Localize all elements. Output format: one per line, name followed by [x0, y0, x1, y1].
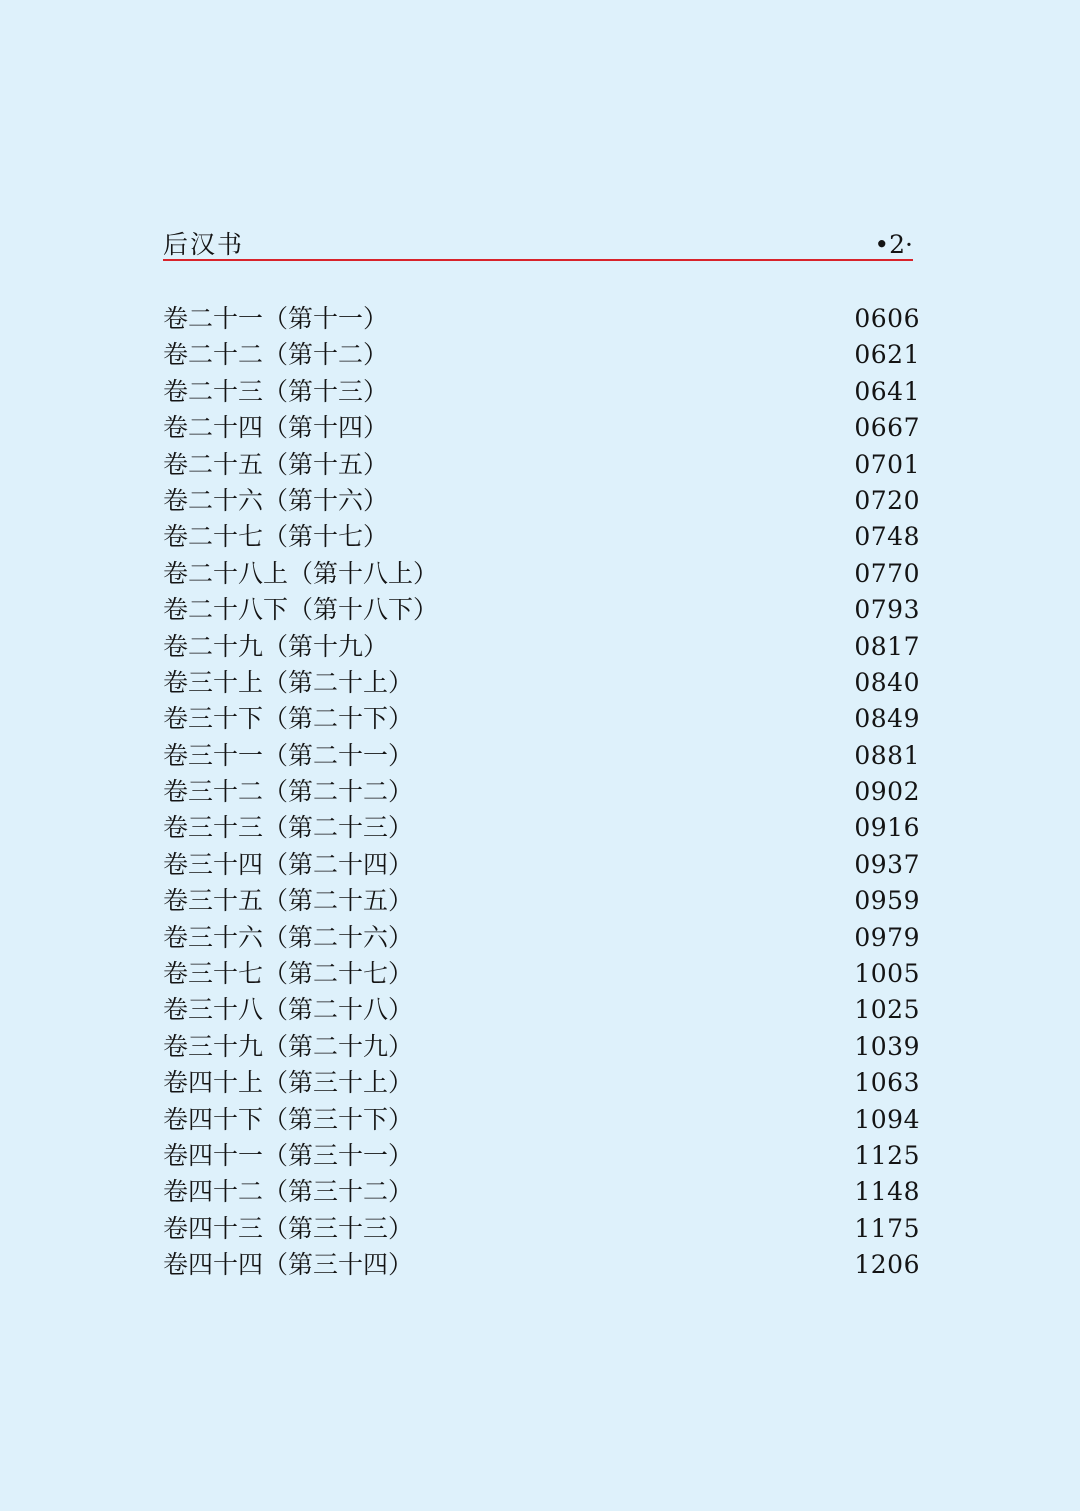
toc-entry[interactable]	[163, 810, 920, 846]
toc-entry-label: 卷三十下（第二十下）	[163, 704, 414, 734]
toc-entry-page: 1206	[854, 1250, 920, 1280]
toc-entry-page: 0881	[854, 740, 920, 770]
toc-entry-page: 0979	[854, 922, 920, 952]
toc-entry[interactable]	[163, 301, 920, 337]
toc-entry-label: 卷三十三（第二十三）	[163, 813, 414, 843]
toc-entry-label: 卷二十四（第十四）	[163, 413, 389, 443]
toc-entry-page: 0641	[854, 376, 920, 406]
toc-entry[interactable]	[163, 665, 920, 701]
toc-entry-label: 卷三十五（第二十五）	[163, 886, 414, 916]
book-title: 后汉书	[163, 230, 245, 259]
page-header	[163, 228, 913, 262]
toc-entry[interactable]	[163, 337, 920, 373]
toc-entry-label: 卷四十四（第三十四）	[163, 1250, 414, 1280]
toc-entry-label: 卷二十六（第十六）	[163, 485, 389, 515]
toc-entry-page: 0606	[854, 304, 920, 333]
toc-entry-label: 卷四十二（第三十二）	[163, 1177, 414, 1207]
toc-entry-page: 1148	[854, 1177, 920, 1207]
toc-entry-label: 卷三十八（第二十八）	[163, 995, 414, 1025]
toc-entry[interactable]	[163, 410, 920, 446]
header-divider	[163, 259, 913, 261]
toc-entry[interactable]	[163, 1065, 920, 1101]
toc-entry[interactable]	[163, 847, 920, 883]
toc-entry-page: 0840	[854, 667, 920, 697]
toc-entry[interactable]	[163, 774, 920, 810]
toc-entry-page: 1025	[854, 995, 920, 1025]
toc-entry-label: 卷二十七（第十七）	[163, 522, 389, 552]
toc-entry-label: 卷四十下（第三十下）	[163, 1104, 414, 1134]
toc-entry-page: 0817	[854, 631, 920, 661]
toc-entry[interactable]	[163, 629, 920, 665]
toc-entry-page: 1063	[854, 1068, 920, 1098]
toc-entry[interactable]	[163, 483, 920, 519]
toc-entry[interactable]	[163, 992, 920, 1028]
toc-entry-label: 卷三十一（第二十一）	[163, 740, 414, 770]
table-of-contents	[163, 301, 920, 1284]
toc-entry-page: 0621	[854, 340, 920, 370]
toc-entry[interactable]	[163, 956, 920, 992]
toc-entry-label: 卷四十三（第三十三）	[163, 1213, 414, 1243]
toc-entry[interactable]	[163, 447, 920, 483]
toc-entry-page: 0902	[854, 777, 920, 807]
toc-entry-page: 0959	[854, 886, 920, 916]
toc-entry-page: 1039	[854, 1031, 920, 1061]
toc-entry-label: 卷三十七（第二十七）	[163, 959, 414, 989]
toc-entry-label: 卷二十五（第十五）	[163, 449, 389, 479]
toc-entry-label: 卷三十六（第二十六）	[163, 922, 414, 952]
toc-entry-label: 卷二十八下（第十八下）	[163, 595, 439, 625]
toc-entry-label: 卷三十九（第二十九）	[163, 1031, 414, 1061]
toc-entry-page: 0770	[854, 558, 920, 588]
toc-entry-label: 卷二十八上（第十八上）	[163, 558, 439, 588]
toc-entry-page: 0701	[854, 449, 920, 479]
toc-entry[interactable]	[163, 883, 920, 919]
toc-entry[interactable]	[163, 920, 920, 956]
toc-entry-page: 1175	[854, 1213, 920, 1243]
toc-entry-page: 1125	[854, 1140, 920, 1170]
toc-entry[interactable]	[163, 1029, 920, 1065]
toc-entry[interactable]	[163, 519, 920, 555]
toc-entry-page: 0849	[854, 704, 920, 734]
toc-entry[interactable]	[163, 738, 920, 774]
toc-entry-page: 0793	[854, 595, 920, 625]
toc-entry-page: 0916	[854, 813, 920, 843]
toc-entry-label: 卷二十二（第十二）	[163, 340, 389, 370]
toc-entry-label: 卷二十九（第十九）	[163, 631, 389, 661]
toc-entry-label: 卷四十一（第三十一）	[163, 1140, 414, 1170]
toc-entry[interactable]	[163, 592, 920, 628]
toc-entry[interactable]	[163, 1211, 920, 1247]
page-number: •2·	[874, 230, 913, 259]
toc-entry[interactable]	[163, 556, 920, 592]
toc-entry-page: 0937	[854, 849, 920, 879]
toc-entry-page: 0667	[854, 413, 920, 443]
toc-entry[interactable]	[163, 1174, 920, 1210]
toc-entry[interactable]	[163, 701, 920, 737]
toc-entry-page: 0720	[854, 485, 920, 515]
toc-entry-label: 卷二十一（第十一）	[163, 304, 389, 333]
toc-entry-page: 1094	[854, 1104, 920, 1134]
toc-entry[interactable]	[163, 1102, 920, 1138]
toc-entry-label: 卷四十上（第三十上）	[163, 1068, 414, 1098]
toc-entry[interactable]	[163, 1138, 920, 1174]
toc-entry-label: 卷三十二（第二十二）	[163, 777, 414, 807]
toc-entry-page: 1005	[854, 959, 920, 989]
toc-entry-page: 0748	[854, 522, 920, 552]
toc-entry[interactable]	[163, 374, 920, 410]
toc-entry[interactable]	[163, 1247, 920, 1283]
toc-entry-label: 卷二十三（第十三）	[163, 376, 389, 406]
toc-entry-label: 卷三十四（第二十四）	[163, 849, 414, 879]
toc-entry-label: 卷三十上（第二十上）	[163, 667, 414, 697]
